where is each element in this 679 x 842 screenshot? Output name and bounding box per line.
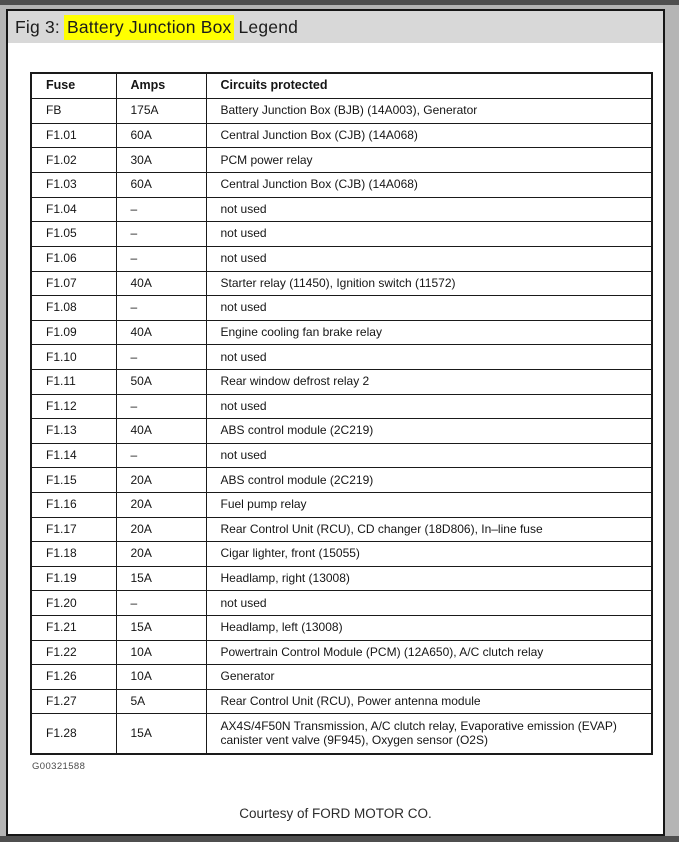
amps-cell: 40A [116, 320, 206, 345]
fuse-cell: F1.03 [31, 173, 116, 198]
table-row [31, 419, 652, 444]
amps-cell: 20A [116, 468, 206, 493]
fuse-cell: F1.16 [31, 492, 116, 517]
fuse-cell: F1.11 [31, 369, 116, 394]
fuse-cell: F1.07 [31, 271, 116, 296]
amps-cell: – [116, 197, 206, 222]
table-row [31, 566, 652, 591]
table-row [31, 99, 652, 124]
amps-cell: – [116, 246, 206, 271]
document-page [6, 9, 665, 836]
amps-cell: 60A [116, 123, 206, 148]
circuits-cell: AX4S/4F50N Transmission, A/C clutch relay, Evaporative emission (EVAP) canister vent valve (9F945), Oxygen sensor (O2S) [206, 714, 652, 754]
circuits-cell: Rear window defrost relay 2 [206, 369, 652, 394]
table-row [31, 345, 652, 370]
fuse-cell: F1.19 [31, 566, 116, 591]
circuits-cell: not used [206, 591, 652, 616]
amps-cell: 15A [116, 616, 206, 641]
fuse-cell: F1.01 [31, 123, 116, 148]
fuse-cell: FB [31, 99, 116, 124]
amps-cell: 30A [116, 148, 206, 173]
circuits-cell: Powertrain Control Module (PCM) (12A650), A/C clutch relay [206, 640, 652, 665]
circuits-cell: Generator [206, 665, 652, 690]
fuse-table-body [31, 99, 652, 754]
circuits-cell: not used [206, 197, 652, 222]
highlighted-title-text: Battery Junction Box [64, 15, 235, 40]
circuits-cell: Starter relay (11450), Ignition switch (11572) [206, 271, 652, 296]
amps-cell: 15A [116, 566, 206, 591]
window-top-edge [0, 0, 679, 5]
table-row [31, 468, 652, 493]
window-bottom-edge [0, 836, 679, 842]
fuse-cell: F1.05 [31, 222, 116, 247]
table-row [31, 517, 652, 542]
table-row [31, 640, 652, 665]
circuits-cell: Rear Control Unit (RCU), CD changer (18D806), In–line fuse [206, 517, 652, 542]
amps-cell: – [116, 394, 206, 419]
table-row [31, 492, 652, 517]
amps-cell: 15A [116, 714, 206, 754]
table-row [31, 173, 652, 198]
table-row [31, 665, 652, 690]
amps-cell: 60A [116, 173, 206, 198]
table-row [31, 296, 652, 321]
amps-cell: – [116, 296, 206, 321]
table-row [31, 591, 652, 616]
amps-cell: 20A [116, 492, 206, 517]
fuse-cell: F1.14 [31, 443, 116, 468]
table-row [31, 542, 652, 567]
circuits-cell: not used [206, 246, 652, 271]
amps-cell: 20A [116, 542, 206, 567]
column-header-fuse: Fuse [31, 73, 116, 99]
fuse-cell: F1.12 [31, 394, 116, 419]
circuits-cell: Headlamp, left (13008) [206, 616, 652, 641]
amps-cell: 50A [116, 369, 206, 394]
fuse-cell: F1.27 [31, 689, 116, 714]
amps-cell: – [116, 345, 206, 370]
fuse-cell: F1.18 [31, 542, 116, 567]
fuse-cell: F1.21 [31, 616, 116, 641]
fuse-cell: F1.06 [31, 246, 116, 271]
fuse-cell: F1.09 [31, 320, 116, 345]
circuits-cell: Headlamp, right (13008) [206, 566, 652, 591]
column-header-circuits: Circuits protected [206, 73, 652, 99]
amps-cell: 175A [116, 99, 206, 124]
fuse-cell: F1.04 [31, 197, 116, 222]
circuits-cell: ABS control module (2C219) [206, 419, 652, 444]
amps-cell: – [116, 222, 206, 247]
circuits-cell: not used [206, 345, 652, 370]
table-row [31, 197, 652, 222]
circuits-cell: Central Junction Box (CJB) (14A068) [206, 123, 652, 148]
table-row [31, 616, 652, 641]
fuse-cell: F1.28 [31, 714, 116, 754]
circuits-cell: Battery Junction Box (BJB) (14A003), Generator [206, 99, 652, 124]
circuits-cell: PCM power relay [206, 148, 652, 173]
fuse-cell: F1.26 [31, 665, 116, 690]
table-header-row [31, 73, 652, 99]
figure-title-suffix: Legend [238, 16, 299, 37]
table-row [31, 148, 652, 173]
table-row [31, 246, 652, 271]
fuse-cell: F1.08 [31, 296, 116, 321]
circuits-cell: Central Junction Box (CJB) (14A068) [206, 173, 652, 198]
fuse-legend-table [30, 72, 653, 755]
circuits-cell: Fuel pump relay [206, 492, 652, 517]
amps-cell: – [116, 443, 206, 468]
amps-cell: 40A [116, 419, 206, 444]
figure-title-bar [8, 11, 663, 43]
amps-cell: – [116, 591, 206, 616]
table-row [31, 320, 652, 345]
amps-cell: 40A [116, 271, 206, 296]
circuits-cell: Engine cooling fan brake relay [206, 320, 652, 345]
figure-code: G00321588 [32, 760, 86, 772]
table-row [31, 123, 652, 148]
fuse-cell: F1.02 [31, 148, 116, 173]
amps-cell: 10A [116, 665, 206, 690]
table-row [31, 443, 652, 468]
amps-cell: 10A [116, 640, 206, 665]
table-row [31, 369, 652, 394]
table-row [31, 394, 652, 419]
figure-label: Fig 3: [15, 16, 60, 37]
fuse-cell: F1.10 [31, 345, 116, 370]
circuits-cell: not used [206, 222, 652, 247]
circuits-cell: not used [206, 443, 652, 468]
fuse-cell: F1.13 [31, 419, 116, 444]
circuits-cell: not used [206, 394, 652, 419]
fuse-cell: F1.20 [31, 591, 116, 616]
fuse-cell: F1.17 [31, 517, 116, 542]
circuits-cell: not used [206, 296, 652, 321]
fuse-cell: F1.22 [31, 640, 116, 665]
courtesy-line: Courtesy of FORD MOTOR CO. [239, 806, 432, 821]
amps-cell: 5A [116, 689, 206, 714]
amps-cell: 20A [116, 517, 206, 542]
circuits-cell: ABS control module (2C219) [206, 468, 652, 493]
table-row [31, 222, 652, 247]
column-header-amps: Amps [116, 73, 206, 99]
table-row [31, 271, 652, 296]
circuits-cell: Rear Control Unit (RCU), Power antenna module [206, 689, 652, 714]
table-row [31, 714, 652, 754]
circuits-cell: Cigar lighter, front (15055) [206, 542, 652, 567]
table-row [31, 689, 652, 714]
fuse-cell: F1.15 [31, 468, 116, 493]
